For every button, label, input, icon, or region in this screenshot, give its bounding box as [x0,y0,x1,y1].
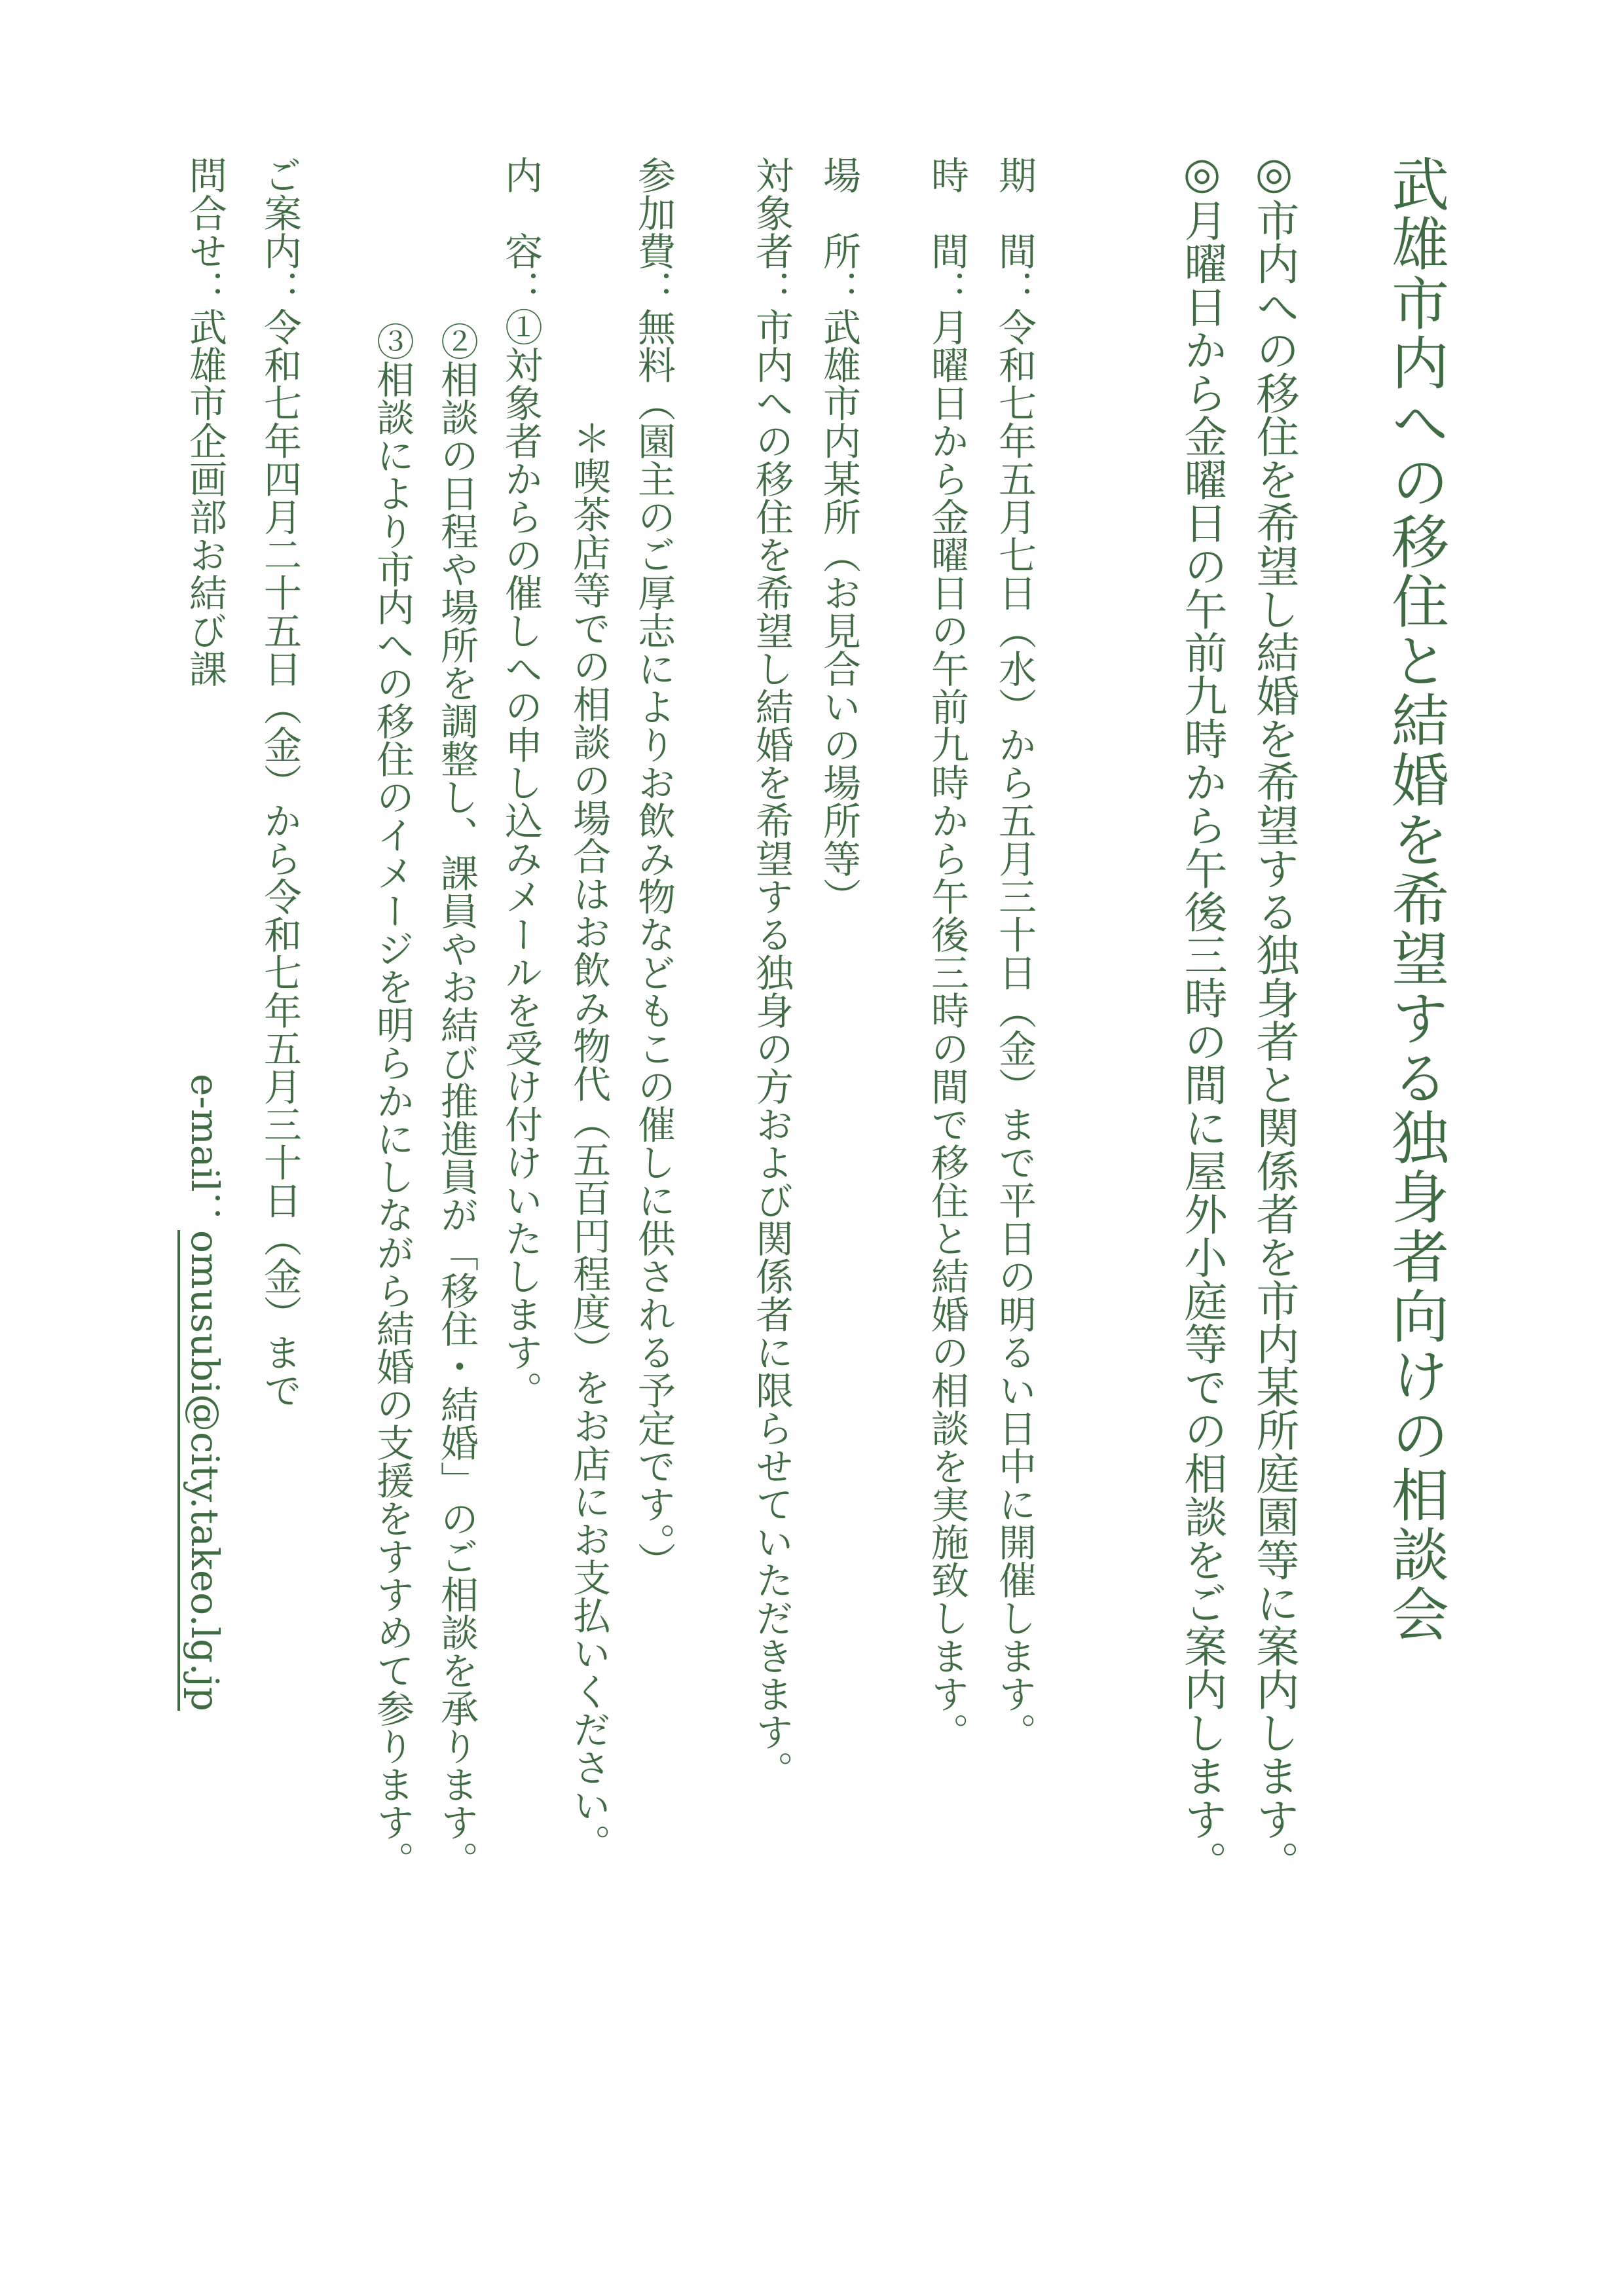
email-link[interactable]: omusubi@city.takeo.lg.jp [177,1230,227,1711]
intro-line-1: ◎市内への移住を希望し結婚を希望する独身者と関係者を市内某所庭園等に案内します。 [1249,148,1299,1884]
venue-line: 場 所：武雄市内某所（お見合いの場所等） [817,156,861,915]
fee-line: 参加費：無料（園主のご厚志によりお飲み物などもこの催しに供される予定です。） [631,156,676,1580]
page-title: 武雄市内への移住と結婚を希望する独身者向けの相談会 [1382,155,1450,1644]
time-line: 時 間：月曜日から金曜日の午前九時から午後三時の間で移住と結婚の相談を実施致します。 [925,156,969,1751]
fee-note: ＊喫茶店等での相談の場合はお飲み物代（五百円程度）をお店にお支払いください。 [566,419,611,1862]
content-line-2: ②相談の日程や場所を調整し、課員やお結び推進員が「移住・結婚」のご相談を承ります。 [434,322,479,1879]
content-line-3: ③相談により市内への移住のイメージを明らかにしながら結婚の支援をすすめて参ります。 [370,322,415,1879]
contact-email-block [183,1074,227,1711]
guidance-line: ご案内：令和七年四月二十五日（金）から令和七年五月三十日（金）まで [257,156,302,1409]
intro-line-2: ◎月曜日から金曜日の午前九時から午後三時の間に屋外小庭等での相談をご案内します。 [1177,148,1227,1884]
contact-line: 問合せ：武雄市企画部お結び課 [183,156,227,687]
email-label: e-mail： [183,1074,227,1230]
period-line: 期 間：令和七年五月七日（水）から五月三十日（金）まで平日の明るい日中に開催します。 [992,156,1037,1751]
content-line-1: 内 容：①対象者からの催しへの申し込みメールを受け付けいたします。 [498,156,543,1409]
target-line: 対象者：市内への移住を希望し結婚を希望する独身の方および関係者に限らせていただきます。 [749,156,794,1789]
